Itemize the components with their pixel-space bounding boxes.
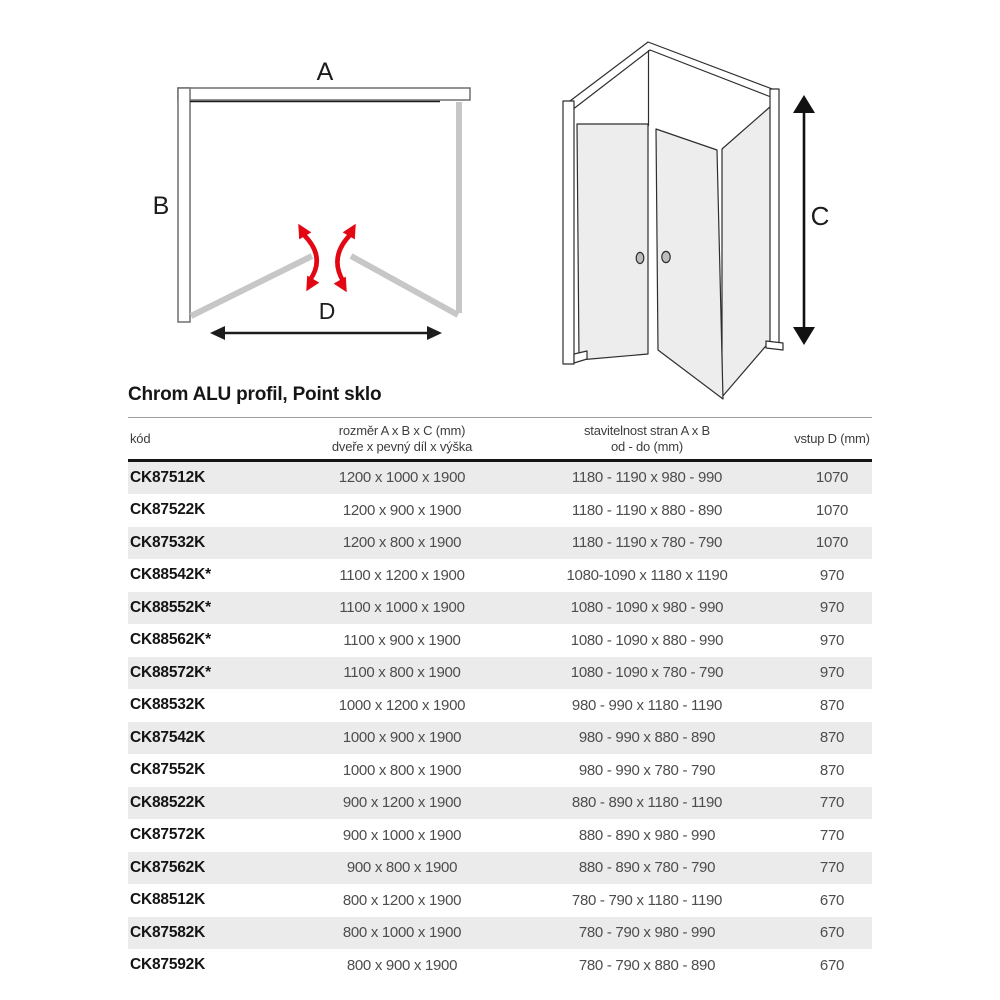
dimensions-cell: 800 x 900 x 1900 — [346, 956, 458, 974]
adjustability-cell: 880 - 890 x 780 - 790 — [578, 859, 716, 877]
code-cell: CK87512K — [130, 468, 206, 486]
dimensions-cell: 1000 x 1200 x 1900 — [338, 696, 466, 714]
column-header-adjustability-line2: od - do (mm) — [610, 438, 683, 454]
adjustability-cell: 880 - 890 x 980 - 990 — [578, 826, 716, 844]
adjustability-cell: 980 - 990 x 880 - 890 — [578, 729, 716, 747]
code-cell: CK87572K — [130, 826, 206, 844]
entry-cell: 670 — [819, 924, 845, 942]
entry-cell: 1070 — [815, 534, 849, 552]
right-door-panel — [656, 129, 723, 399]
column-header-code — [128, 418, 302, 461]
column-header-entry-label: vstup D (mm) — [794, 430, 870, 446]
column-header-dimensions-line1: rozměr A x B x C (mm) — [338, 423, 466, 438]
dimension-arrow-d — [210, 326, 442, 340]
spec-table-header — [128, 418, 872, 461]
code-cell: CK88572K* — [130, 663, 211, 681]
adjustability-cell: 1180 - 1190 x 980 - 990 — [571, 469, 723, 487]
table-row — [128, 592, 872, 625]
right-rail — [770, 89, 779, 343]
right-rail-foot — [766, 341, 783, 350]
plan-left-door-glass — [191, 256, 312, 316]
entry-cell: 670 — [819, 891, 845, 909]
code-cell: CK87582K — [130, 923, 206, 941]
entry-cell: 770 — [819, 826, 845, 844]
table-row — [128, 819, 872, 852]
table-row — [128, 949, 872, 982]
dimensions-cell: 900 x 800 x 1900 — [346, 859, 458, 877]
door-handle-right — [662, 251, 670, 262]
code-cell: CK87552K — [130, 761, 206, 779]
dimensions-cell: 900 x 1200 x 1900 — [342, 794, 462, 812]
label-b: B — [152, 192, 170, 220]
adjustability-cell: 880 - 890 x 1180 - 1190 — [571, 794, 723, 812]
plan-left-profile — [178, 88, 190, 322]
column-header-code-label: kód — [130, 430, 151, 446]
dimensions-cell: 800 x 1200 x 1900 — [342, 891, 462, 909]
column-header-dimensions-line2: dveře x pevný díl x výška — [331, 438, 473, 454]
column-header-entry — [792, 418, 872, 461]
code-cell: CK87542K — [130, 728, 206, 746]
entry-cell: 770 — [819, 794, 845, 812]
adjustability-cell: 980 - 990 x 780 - 790 — [578, 761, 716, 779]
table-row — [128, 527, 872, 560]
entry-cell: 670 — [819, 956, 845, 974]
adjustability-cell: 980 - 990 x 1180 - 1190 — [571, 696, 723, 714]
perspective-diagram — [540, 35, 830, 410]
table-row — [128, 722, 872, 755]
entry-cell: 970 — [819, 631, 845, 649]
code-cell: CK88562K* — [130, 631, 211, 649]
table-row — [128, 917, 872, 950]
entry-cell: 770 — [819, 859, 845, 877]
column-header-adjustability — [502, 418, 792, 461]
code-cell: CK87522K — [130, 501, 206, 519]
dimensions-cell: 1100 x 1200 x 1900 — [339, 566, 465, 584]
code-cell: CK88552K* — [130, 598, 211, 616]
table-row — [128, 624, 872, 657]
table-row — [128, 852, 872, 885]
entry-cell: 970 — [819, 599, 845, 617]
plan-right-door-glass — [351, 256, 458, 315]
entry-cell: 870 — [819, 696, 845, 714]
table-row — [128, 559, 872, 592]
adjustability-cell: 1080-1090 x 1180 x 1190 — [566, 566, 728, 584]
code-cell: CK87532K — [130, 533, 206, 551]
entry-cell: 970 — [819, 664, 845, 682]
left-post-foot — [574, 351, 587, 363]
dimensions-cell: 1200 x 800 x 1900 — [342, 534, 462, 552]
entry-cell: 870 — [819, 729, 845, 747]
code-cell: CK87562K — [130, 858, 206, 876]
dimensions-cell: 1000 x 800 x 1900 — [342, 761, 462, 779]
dimensions-cell: 1000 x 900 x 1900 — [342, 729, 462, 747]
code-cell: CK88512K — [130, 891, 206, 909]
left-post — [563, 101, 574, 364]
entry-cell: 870 — [819, 761, 845, 779]
dimensions-cell: 1200 x 900 x 1900 — [342, 501, 462, 519]
entry-cell: 1070 — [815, 501, 849, 519]
label-c: C — [810, 201, 830, 231]
table-row — [128, 884, 872, 917]
label-d: D — [318, 298, 336, 324]
adjustability-cell: 780 - 790 x 980 - 990 — [578, 924, 716, 942]
spec-table — [128, 417, 872, 982]
left-door-panel — [577, 124, 648, 360]
adjustability-cell: 1080 - 1090 x 980 - 990 — [570, 599, 724, 617]
dimensions-cell: 1100 x 900 x 1900 — [343, 631, 461, 649]
adjustability-cell: 780 - 790 x 1180 - 1190 — [571, 891, 723, 909]
dimensions-cell: 1200 x 1000 x 1900 — [338, 469, 466, 487]
code-cell: CK88542K* — [130, 566, 211, 584]
entry-cell: 970 — [819, 566, 845, 584]
dimensions-cell: 900 x 1000 x 1900 — [342, 826, 462, 844]
page-title: Chrom ALU profil, Point sklo — [128, 384, 382, 405]
door-handle-left — [636, 252, 644, 263]
table-row — [128, 787, 872, 820]
code-cell: CK87592K — [130, 956, 206, 974]
table-row — [128, 494, 872, 527]
table-row — [128, 754, 872, 787]
adjustability-cell: 1180 - 1190 x 780 - 790 — [571, 534, 723, 552]
code-cell: CK88522K — [130, 793, 206, 811]
column-header-dimensions — [302, 418, 502, 461]
column-header-adjustability-line1: stavitelnost stran A x B — [584, 423, 710, 438]
entry-cell: 1070 — [815, 469, 849, 487]
side-glass-panel — [722, 106, 771, 397]
plan-top-profile — [178, 88, 470, 100]
table-row — [128, 657, 872, 690]
adjustability-cell: 1080 - 1090 x 780 - 790 — [570, 664, 724, 682]
dimensions-cell: 1100 x 800 x 1900 — [343, 664, 461, 682]
adjustability-cell: 1080 - 1090 x 880 - 990 — [570, 631, 724, 649]
table-row — [128, 689, 872, 722]
dimensions-cell: 800 x 1000 x 1900 — [342, 924, 462, 942]
label-a: A — [316, 58, 334, 86]
top-rails — [566, 42, 775, 110]
spec-table-body — [128, 460, 872, 982]
plan-view-diagram — [128, 38, 493, 350]
dimensions-cell: 1100 x 1000 x 1900 — [339, 599, 465, 617]
table-row — [128, 460, 872, 494]
adjustability-cell: 780 - 790 x 880 - 890 — [578, 956, 716, 974]
adjustability-cell: 1180 - 1190 x 880 - 890 — [571, 501, 723, 519]
code-cell: CK88532K — [130, 696, 206, 714]
